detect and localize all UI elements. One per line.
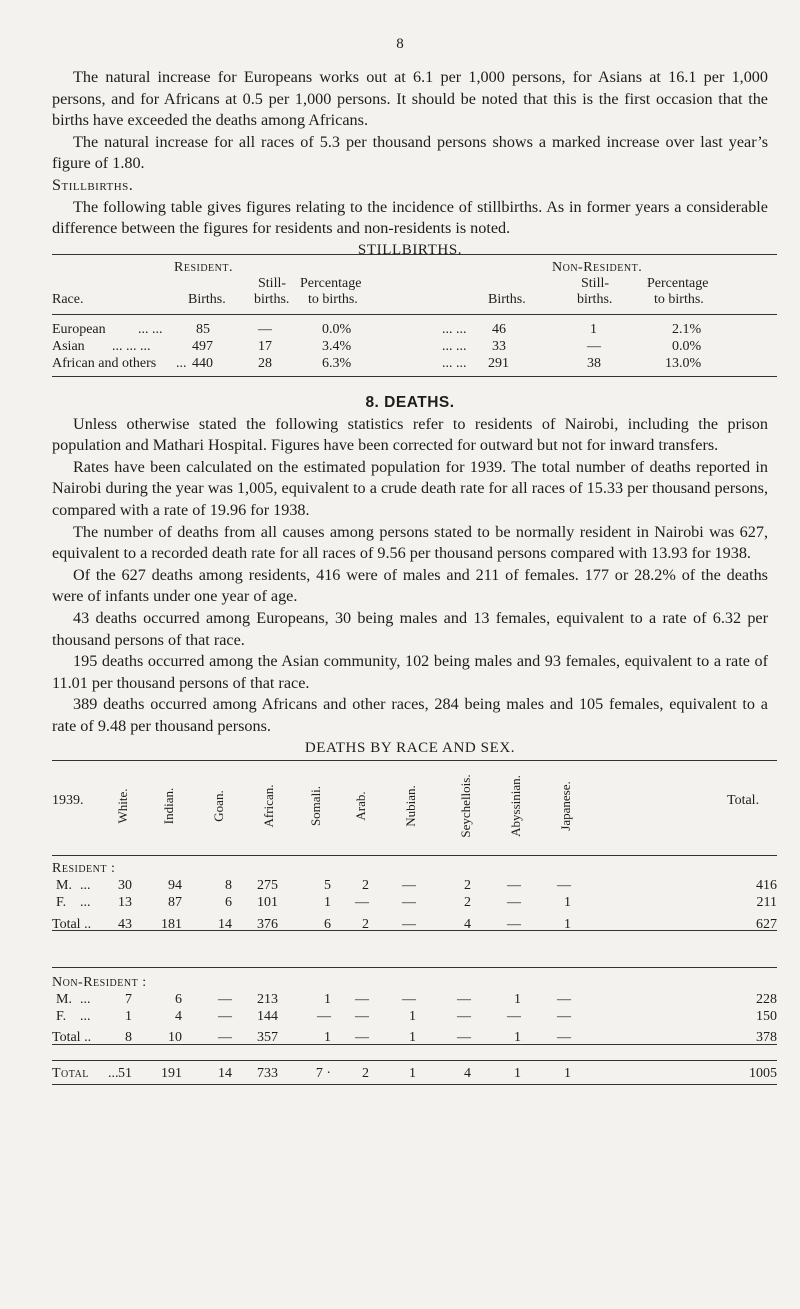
table-cell: 376: [257, 917, 278, 932]
r-pct: 3.4%: [322, 339, 352, 354]
rule: [52, 314, 777, 315]
table-cell: —: [355, 1030, 369, 1045]
resident-label: Resident :: [52, 861, 116, 876]
row-label: Total ..: [52, 1030, 92, 1045]
nr-still: —: [587, 339, 601, 354]
col-still-2: births.: [254, 292, 290, 307]
column-header-8: Abyssinian.: [508, 775, 523, 837]
dots: ...: [176, 356, 187, 371]
table-cell: 87: [168, 895, 182, 910]
column-header-2: Goan.: [211, 790, 226, 822]
r-still: —: [258, 322, 272, 337]
nr-still: 38: [587, 356, 601, 371]
table-cell: 1: [564, 895, 571, 910]
non-resident-header: Non-Resident.: [552, 260, 643, 275]
deaths-text: [52, 392, 768, 759]
nr-births: 33: [492, 339, 506, 354]
rule: [52, 967, 777, 968]
table-cell: —: [507, 917, 521, 932]
table-cell: —: [355, 992, 369, 1007]
col-pct-2: to births.: [308, 292, 358, 307]
paragraph-deaths-asians: 195 deaths occurred among the Asian community, 102 being males and 93 females, equivalent to a rate of 11.01 per thousand persons of that race.: [52, 652, 768, 692]
table-cell: —: [507, 878, 521, 893]
page-number: 8: [396, 36, 404, 52]
column-header-9: Japanese.: [558, 781, 573, 831]
table-cell: —: [557, 992, 571, 1007]
table-cell: 1: [125, 1009, 132, 1024]
table-cell: —: [507, 895, 521, 910]
table-cell: 4: [464, 1066, 471, 1081]
stillbirths-heading: Stillbirths.: [52, 175, 134, 194]
paragraph-stillbirths: The following table gives figures relating to the incidence of stillbirths. As in former years a considerable difference between the figures for residents and non-residents is noted.: [52, 197, 768, 238]
table-cell: 733: [257, 1066, 278, 1081]
row-label: F.: [56, 895, 67, 910]
table-cell: —: [402, 992, 416, 1007]
table-cell: 1005: [749, 1066, 777, 1081]
dots: ...: [80, 1009, 91, 1024]
table-cell: 1: [324, 1030, 331, 1045]
r-births: 85: [196, 322, 210, 337]
paragraph-deaths-europeans: 43 deaths occurred among Europeans, 30 being males and 13 females, equivalent to a rate of 6.32 per thousand persons of that race.: [52, 608, 768, 649]
r-still: 28: [258, 356, 272, 371]
table-cell: 30: [118, 878, 132, 893]
table-cell: 7 ·: [315, 1066, 331, 1081]
table-cell: 2: [464, 878, 471, 893]
table-cell: 1: [564, 1066, 571, 1081]
row-label: M.: [56, 878, 72, 893]
table-cell: 94: [168, 878, 182, 893]
table-cell: 101: [257, 895, 278, 910]
row-label: M.: [56, 992, 72, 1007]
r-pct: 6.3%: [322, 356, 352, 371]
table-cell: 6: [175, 992, 182, 1007]
table-cell: —: [402, 878, 416, 893]
paragraph-deaths-scope: Unless otherwise stated the following statistics refer to residents of Nairobi, including the prison population and Mathari Hospital. Figures have been corrected for outward but not for inward transfers.: [52, 414, 768, 455]
table-cell: 13: [118, 895, 132, 910]
table-cell: 5: [324, 878, 331, 893]
paragraph-deaths-rates: Rates have been calculated on the estimated population for 1939. The total number of deaths reported in Nairobi during the year was 1,005, equivalent to a crude death rate for all races of 15.33 per thousand persons, compared with a rate of 19.96 for 1938.: [52, 457, 768, 519]
table-cell: 6: [225, 895, 232, 910]
dots: ...: [108, 1066, 119, 1081]
nr-still: 1: [590, 322, 597, 337]
col-nr-still-2: births.: [577, 292, 613, 307]
rule: [52, 254, 777, 255]
table-cell: —: [557, 1009, 571, 1024]
table-cell: 51: [118, 1066, 132, 1081]
table-cell: —: [507, 1009, 521, 1024]
dots: ... ...: [442, 356, 467, 371]
table-cell: 8: [125, 1030, 132, 1045]
table-cell: 1: [514, 992, 521, 1007]
table-cell: 378: [756, 1030, 777, 1045]
column-header-6: Nubian.: [403, 785, 418, 827]
stillbirths-table-title: STILLBIRTHS.: [357, 241, 463, 258]
paragraph-deaths-resident: The number of deaths from all causes among persons stated to be normally resident in Nairobi was 627, equivalent to a recorded death rate for all races of 9.56 per thousand persons compared with 13.93 for 1938.: [52, 522, 768, 563]
nr-births: 46: [492, 322, 506, 337]
table-cell: 211: [756, 895, 777, 910]
rule: [52, 855, 777, 856]
table-cell: 4: [464, 917, 471, 932]
table-cell: 1: [564, 917, 571, 932]
total-header: Total.: [727, 793, 760, 808]
row-label: Total ..: [52, 917, 92, 932]
table-cell: —: [457, 1009, 471, 1024]
row-label: Total: [52, 1066, 89, 1081]
paragraph-deaths-sex: Of the 627 deaths among residents, 416 were of males and 211 of females. 177 or 28.2% of the deaths were of infants under one year of age.: [52, 565, 768, 606]
table-cell: 1: [514, 1030, 521, 1045]
table-cell: 1: [409, 1066, 416, 1081]
race-label: Asian: [52, 339, 85, 354]
table-cell: 7: [125, 992, 132, 1007]
dots: ... ...: [442, 322, 467, 337]
dots: ... ...: [442, 339, 467, 354]
table-cell: 2: [362, 917, 369, 932]
table-cell: 181: [161, 917, 182, 932]
table-cell: —: [317, 1009, 331, 1024]
table-cell: 275: [257, 878, 278, 893]
column-header-4: Somali.: [308, 785, 323, 827]
col-pct-1: Percentage: [300, 276, 362, 291]
non-resident-label: Non-Resident :: [52, 975, 147, 990]
rule: [52, 1060, 777, 1061]
paragraph-all-races: The natural increase for all races of 5.3 per thousand persons shows a marked increase over last year’s figure of 1.80.: [52, 132, 768, 173]
table-cell: —: [557, 1030, 571, 1045]
table-cell: 8: [225, 878, 232, 893]
dots: ...: [80, 895, 91, 910]
table-cell: 14: [218, 917, 232, 932]
table-cell: 1: [409, 1009, 416, 1024]
column-header-3: African.: [261, 784, 276, 828]
r-pct: 0.0%: [322, 322, 352, 337]
table-cell: —: [402, 917, 416, 932]
nr-births: 291: [488, 356, 509, 371]
table-cell: 43: [118, 917, 132, 932]
year-header: 1939.: [52, 793, 84, 808]
rule: [52, 376, 777, 377]
table-cell: 2: [464, 895, 471, 910]
race-label: African and others: [52, 356, 157, 371]
dots: ... ... ...: [112, 339, 151, 354]
nr-pct: 2.1%: [672, 322, 702, 337]
table-cell: 191: [161, 1066, 182, 1081]
table-cell: 228: [756, 992, 777, 1007]
column-header-7: Seychellois.: [458, 774, 473, 838]
table-cell: 6: [324, 917, 331, 932]
table-cell: 1: [514, 1066, 521, 1081]
paragraph-deaths-africans: 389 deaths occurred among Africans and other races, 284 being males and 105 females, equivalent to a rate of 9.48 per thousand persons.: [52, 695, 768, 735]
table-cell: —: [355, 1009, 369, 1024]
table-cell: 14: [218, 1066, 232, 1081]
table-cell: 1: [409, 1030, 416, 1045]
table-cell: —: [218, 1030, 232, 1045]
table-cell: 2: [362, 878, 369, 893]
col-still-1: Still-: [258, 276, 287, 291]
table-cell: 357: [257, 1030, 278, 1045]
stillbirths-table: [52, 254, 777, 414]
table-cell: —: [218, 992, 232, 1007]
table-cell: 150: [756, 1009, 777, 1024]
dots: ... ...: [138, 322, 163, 337]
rule: [52, 1084, 777, 1085]
table-cell: 4: [175, 1009, 182, 1024]
r-still: 17: [258, 339, 272, 354]
table-cell: 627: [756, 917, 777, 932]
table-cell: —: [557, 878, 571, 893]
table-cell: 1: [324, 895, 331, 910]
table-cell: 144: [257, 1009, 278, 1024]
resident-header: Resident.: [174, 260, 233, 275]
table-cell: —: [402, 895, 416, 910]
table-cell: 2: [362, 1066, 369, 1081]
r-births: 497: [192, 339, 213, 354]
dots: ...: [80, 992, 91, 1007]
table-cell: 10: [168, 1030, 182, 1045]
intro-text: [52, 67, 768, 261]
deaths-heading: 8. DEATHS.: [365, 394, 455, 411]
table-cell: —: [355, 895, 369, 910]
race-label: European: [52, 322, 106, 337]
col-nr-births: Births.: [488, 292, 526, 307]
nr-pct: 0.0%: [672, 339, 702, 354]
table-cell: 416: [756, 878, 777, 893]
col-nr-pct-2: to births.: [654, 292, 704, 307]
table-cell: —: [457, 992, 471, 1007]
column-header-5: Arab.: [353, 791, 368, 821]
table-cell: —: [218, 1009, 232, 1024]
table-cell: —: [457, 1030, 471, 1045]
nr-pct: 13.0%: [665, 356, 702, 371]
col-nr-pct-1: Percentage: [647, 276, 709, 291]
deaths-table-title: DEATHS BY RACE AND SEX.: [304, 739, 516, 756]
deaths-table: [52, 760, 777, 1260]
paragraph-natural-increase: The natural increase for Europeans works out at 6.1 per 1,000 persons, for Asians at 16.1 per 1,000 persons, and for Africans at 0.5 per 1,000 persons. It should be noted that this is the first occasion that the births have exceeded the deaths among Africans.: [52, 68, 768, 130]
col-race: Race.: [52, 292, 84, 307]
table-cell: 1: [324, 992, 331, 1007]
r-births: 440: [192, 356, 213, 371]
row-label: F.: [56, 1009, 67, 1024]
col-births: Births.: [188, 292, 226, 307]
dots: ...: [80, 878, 91, 893]
column-header-1: Indian.: [161, 787, 176, 825]
column-header-0: White.: [115, 788, 130, 824]
col-nr-still-1: Still-: [581, 276, 610, 291]
table-cell: 213: [257, 992, 278, 1007]
